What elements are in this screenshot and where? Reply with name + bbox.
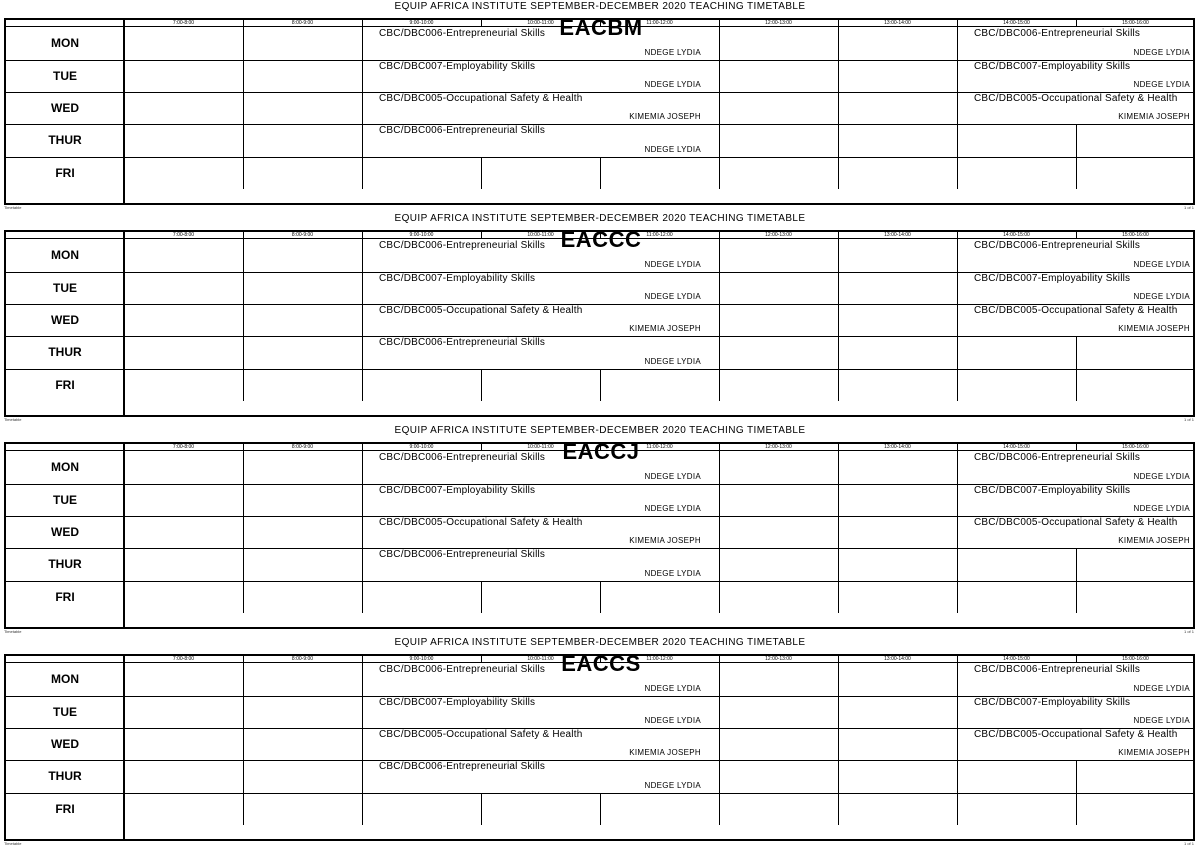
timetable-title: EQUIP AFRICA INSTITUTE SEPTEMBER-DECEMBER 2020 TEACHING TIMETABLE	[394, 1, 806, 12]
header-cell-divider	[957, 20, 958, 26]
day-label: FRI	[55, 590, 75, 604]
cell-divider	[719, 60, 720, 92]
cell-divider	[719, 124, 720, 157]
header-cell-divider	[362, 20, 363, 26]
cell-divider	[243, 728, 244, 760]
cell-divider	[243, 369, 244, 401]
day-label: TUE	[53, 69, 77, 83]
time-slot-header: 12:00-13:00	[765, 444, 792, 450]
cell-divider	[1076, 793, 1077, 825]
cell-divider	[243, 304, 244, 336]
session-course: CBC/DBC006-Entrepreneurial Skills	[974, 664, 1141, 675]
cell-divider	[838, 548, 839, 581]
cell-divider	[838, 451, 839, 484]
session-course: CBC/DBC007-Employability Skills	[379, 697, 536, 708]
time-slot-header: 13:00-14:00	[884, 232, 911, 238]
cell-divider	[957, 760, 958, 793]
cell-divider	[243, 239, 244, 272]
day-label: FRI	[55, 166, 75, 180]
session-lecturer: NDEGE LYDIA	[1133, 80, 1190, 89]
timetable-grid	[4, 15, 1195, 205]
header-cell-divider	[1076, 444, 1077, 450]
time-slot-header: 8:00-9:00	[291, 444, 314, 450]
cell-divider	[957, 548, 958, 581]
cell-divider	[719, 272, 720, 304]
session-lecturer: KIMEMIA JOSEPH	[629, 324, 701, 333]
cell-divider	[838, 793, 839, 825]
header-cell-divider	[362, 232, 363, 238]
time-slot-header: 12:00-13:00	[765, 656, 792, 662]
cell-divider	[957, 336, 958, 369]
header-cell-divider	[1076, 656, 1077, 662]
session-course: CBC/DBC005-Occupational Safety & Health	[974, 729, 1178, 740]
footer-right: 1 of 1	[1183, 629, 1194, 634]
session-lecturer: NDEGE LYDIA	[1133, 292, 1190, 301]
day-label: MON	[51, 248, 79, 262]
header-cell-divider	[957, 232, 958, 238]
class-code: EACCS	[561, 651, 641, 676]
cell-divider	[243, 92, 244, 124]
time-slot-header: 15:00-16:00	[1122, 444, 1149, 450]
time-slot-header: 7:00-8:00	[172, 232, 195, 238]
header-cell-divider	[481, 444, 482, 450]
timetable-grid	[4, 439, 1195, 629]
time-slot-header: 11:00-12:00	[646, 232, 673, 238]
timetable-block	[0, 0, 1200, 212]
session-course: CBC/DBC005-Occupational Safety & Health	[974, 517, 1178, 528]
session-lecturer: KIMEMIA JOSEPH	[1118, 748, 1190, 757]
time-slot-header: 10:00-11:00	[527, 232, 554, 238]
time-slot-header: 15:00-16:00	[1122, 656, 1149, 662]
session-course: CBC/DBC007-Employability Skills	[974, 273, 1131, 284]
session-course: CBC/DBC006-Entrepreneurial Skills	[379, 761, 546, 772]
footer-left: Timetable	[4, 841, 22, 846]
session-lecturer: KIMEMIA JOSEPH	[629, 536, 701, 545]
cell-divider	[600, 369, 601, 401]
cell-divider	[719, 304, 720, 336]
timetable-grid	[4, 227, 1195, 417]
cell-divider	[838, 239, 839, 272]
time-slot-header: 12:00-13:00	[765, 20, 792, 26]
session-course: CBC/DBC006-Entrepreneurial Skills	[974, 240, 1141, 251]
session-course: CBC/DBC006-Entrepreneurial Skills	[379, 240, 546, 251]
time-slot-header: 15:00-16:00	[1122, 232, 1149, 238]
session-course: CBC/DBC006-Entrepreneurial Skills	[974, 452, 1141, 463]
cell-divider	[957, 369, 958, 401]
cell-divider	[243, 516, 244, 548]
day-label: FRI	[55, 378, 75, 392]
session-lecturer: NDEGE LYDIA	[644, 569, 701, 578]
timetable-title: EQUIP AFRICA INSTITUTE SEPTEMBER-DECEMBER 2020 TEACHING TIMETABLE	[394, 637, 806, 648]
time-slot-header: 9:00-10:00	[409, 656, 434, 662]
footer-right: 1 of 1	[1183, 417, 1194, 422]
cell-divider	[957, 581, 958, 613]
time-slot-header: 14:00-15:00	[1003, 444, 1030, 450]
cell-divider	[719, 92, 720, 124]
session-lecturer: NDEGE LYDIA	[644, 472, 701, 481]
cell-divider	[838, 124, 839, 157]
session-lecturer: NDEGE LYDIA	[644, 504, 701, 513]
cell-divider	[243, 548, 244, 581]
session-lecturer: KIMEMIA JOSEPH	[629, 112, 701, 121]
session-lecturer: KIMEMIA JOSEPH	[1118, 536, 1190, 545]
header-cell-divider	[243, 656, 244, 662]
session-course: CBC/DBC007-Employability Skills	[379, 273, 536, 284]
header-cell-divider	[719, 20, 720, 26]
day-label: TUE	[53, 281, 77, 295]
timetable-title: EQUIP AFRICA INSTITUTE SEPTEMBER-DECEMBER 2020 TEACHING TIMETABLE	[394, 213, 806, 224]
cell-divider	[600, 581, 601, 613]
day-label: THUR	[48, 133, 82, 147]
cell-divider	[838, 728, 839, 760]
time-slot-header: 8:00-9:00	[291, 232, 314, 238]
session-lecturer: NDEGE LYDIA	[644, 357, 701, 366]
header-cell-divider	[362, 444, 363, 450]
time-slot-header: 14:00-15:00	[1003, 656, 1030, 662]
cell-divider	[481, 369, 482, 401]
session-course: CBC/DBC007-Employability Skills	[974, 697, 1131, 708]
cell-divider	[1076, 581, 1077, 613]
day-label: MON	[51, 460, 79, 474]
cell-divider	[719, 516, 720, 548]
header-cell-divider	[1076, 20, 1077, 26]
cell-divider	[243, 696, 244, 728]
cell-divider	[838, 92, 839, 124]
session-course: CBC/DBC005-Occupational Safety & Health	[379, 729, 583, 740]
session-course: CBC/DBC007-Employability Skills	[379, 485, 536, 496]
cell-divider	[838, 336, 839, 369]
session-lecturer: NDEGE LYDIA	[644, 716, 701, 725]
session-course: CBC/DBC005-Occupational Safety & Health	[379, 517, 583, 528]
session-lecturer: NDEGE LYDIA	[1133, 684, 1190, 693]
cell-divider	[719, 27, 720, 60]
cell-divider	[243, 484, 244, 516]
session-course: CBC/DBC006-Entrepreneurial Skills	[379, 28, 546, 39]
time-slot-header: 9:00-10:00	[409, 20, 434, 26]
day-label: FRI	[55, 802, 75, 816]
session-lecturer: NDEGE LYDIA	[644, 684, 701, 693]
timetable-block	[0, 424, 1200, 636]
cell-divider	[481, 157, 482, 189]
cell-divider	[719, 663, 720, 696]
session-lecturer: NDEGE LYDIA	[644, 292, 701, 301]
header-cell-divider	[481, 20, 482, 26]
cell-divider	[243, 581, 244, 613]
timetable-grid	[4, 651, 1195, 841]
session-lecturer: NDEGE LYDIA	[1133, 504, 1190, 513]
session-lecturer: KIMEMIA JOSEPH	[1118, 112, 1190, 121]
cell-divider	[838, 581, 839, 613]
session-course: CBC/DBC005-Occupational Safety & Health	[379, 305, 583, 316]
session-course: CBC/DBC007-Employability Skills	[379, 61, 536, 72]
cell-divider	[600, 793, 601, 825]
day-label: MON	[51, 672, 79, 686]
time-slot-header: 14:00-15:00	[1003, 20, 1030, 26]
session-course: CBC/DBC006-Entrepreneurial Skills	[379, 549, 546, 560]
day-label: WED	[51, 313, 79, 327]
day-label: THUR	[48, 769, 82, 783]
header-cell-divider	[243, 444, 244, 450]
time-slot-header: 9:00-10:00	[409, 444, 434, 450]
cell-divider	[957, 124, 958, 157]
cell-divider	[1076, 548, 1077, 581]
cell-divider	[362, 369, 363, 401]
cell-divider	[1076, 124, 1077, 157]
time-slot-header: 8:00-9:00	[291, 656, 314, 662]
cell-divider	[1076, 369, 1077, 401]
footer-left: Timetable	[4, 629, 22, 634]
footer-right: 1 of 1	[1183, 205, 1194, 210]
cell-divider	[838, 27, 839, 60]
cell-divider	[243, 157, 244, 189]
cell-divider	[243, 124, 244, 157]
day-label: TUE	[53, 705, 77, 719]
time-slot-header: 7:00-8:00	[172, 444, 195, 450]
day-label: WED	[51, 525, 79, 539]
timetable-title: EQUIP AFRICA INSTITUTE SEPTEMBER-DECEMBER 2020 TEACHING TIMETABLE	[394, 425, 806, 436]
cell-divider	[838, 663, 839, 696]
session-lecturer: KIMEMIA JOSEPH	[1118, 324, 1190, 333]
session-course: CBC/DBC005-Occupational Safety & Health	[379, 93, 583, 104]
header-cell-divider	[957, 444, 958, 450]
cell-divider	[600, 157, 601, 189]
time-slot-header: 7:00-8:00	[172, 20, 195, 26]
header-cell-divider	[957, 656, 958, 662]
cell-divider	[719, 451, 720, 484]
day-label: THUR	[48, 557, 82, 571]
time-slot-header: 9:00-10:00	[409, 232, 434, 238]
time-slot-header: 10:00-11:00	[527, 444, 554, 450]
cell-divider	[1076, 336, 1077, 369]
time-slot-header: 15:00-16:00	[1122, 20, 1149, 26]
time-slot-header: 13:00-14:00	[884, 656, 911, 662]
cell-divider	[362, 581, 363, 613]
cell-divider	[719, 548, 720, 581]
session-course: CBC/DBC006-Entrepreneurial Skills	[379, 452, 546, 463]
cell-divider	[719, 484, 720, 516]
session-course: CBC/DBC005-Occupational Safety & Health	[974, 93, 1178, 104]
cell-divider	[838, 696, 839, 728]
cell-divider	[838, 60, 839, 92]
header-cell-divider	[243, 232, 244, 238]
header-cell-divider	[362, 656, 363, 662]
header-cell-divider	[481, 232, 482, 238]
session-lecturer: NDEGE LYDIA	[644, 80, 701, 89]
cell-divider	[719, 728, 720, 760]
class-code: EACCC	[560, 227, 642, 252]
session-lecturer: KIMEMIA JOSEPH	[629, 748, 701, 757]
session-lecturer: NDEGE LYDIA	[644, 48, 701, 57]
timetable-block	[0, 636, 1200, 848]
cell-divider	[719, 696, 720, 728]
time-slot-header: 11:00-12:00	[646, 20, 673, 26]
cell-divider	[481, 793, 482, 825]
class-code: EACBM	[559, 15, 643, 40]
session-lecturer: NDEGE LYDIA	[644, 781, 701, 790]
cell-divider	[243, 793, 244, 825]
time-slot-header: 11:00-12:00	[646, 444, 673, 450]
cell-divider	[719, 157, 720, 189]
cell-divider	[719, 760, 720, 793]
cell-divider	[957, 157, 958, 189]
cell-divider	[838, 369, 839, 401]
cell-divider	[1076, 760, 1077, 793]
session-course: CBC/DBC006-Entrepreneurial Skills	[379, 125, 546, 136]
cell-divider	[243, 27, 244, 60]
session-lecturer: NDEGE LYDIA	[1133, 716, 1190, 725]
timetable-block	[0, 212, 1200, 424]
day-label: WED	[51, 737, 79, 751]
header-cell-divider	[719, 444, 720, 450]
header-cell-divider	[838, 656, 839, 662]
footer-right: 1 of 1	[1183, 841, 1194, 846]
cell-divider	[838, 304, 839, 336]
time-slot-header: 8:00-9:00	[291, 20, 314, 26]
cell-divider	[362, 157, 363, 189]
cell-divider	[481, 581, 482, 613]
cell-divider	[243, 760, 244, 793]
header-cell-divider	[719, 656, 720, 662]
footer-left: Timetable	[4, 205, 22, 210]
session-course: CBC/DBC007-Employability Skills	[974, 485, 1131, 496]
time-slot-header: 14:00-15:00	[1003, 232, 1030, 238]
time-slot-header: 13:00-14:00	[884, 444, 911, 450]
session-lecturer: NDEGE LYDIA	[644, 145, 701, 154]
cell-divider	[243, 336, 244, 369]
day-label: MON	[51, 36, 79, 50]
header-cell-divider	[481, 656, 482, 662]
cell-divider	[243, 272, 244, 304]
time-slot-header: 10:00-11:00	[527, 656, 554, 662]
day-label: WED	[51, 101, 79, 115]
header-cell-divider	[838, 444, 839, 450]
header-cell-divider	[243, 20, 244, 26]
cell-divider	[719, 369, 720, 401]
cell-divider	[838, 516, 839, 548]
session-lecturer: NDEGE LYDIA	[644, 260, 701, 269]
cell-divider	[1076, 157, 1077, 189]
cell-divider	[243, 451, 244, 484]
cell-divider	[838, 760, 839, 793]
session-course: CBC/DBC007-Employability Skills	[974, 61, 1131, 72]
header-cell-divider	[1076, 232, 1077, 238]
cell-divider	[719, 239, 720, 272]
header-cell-divider	[838, 232, 839, 238]
time-slot-header: 7:00-8:00	[172, 656, 195, 662]
cell-divider	[362, 793, 363, 825]
cell-divider	[719, 581, 720, 613]
time-slot-header: 12:00-13:00	[765, 232, 792, 238]
cell-divider	[838, 272, 839, 304]
session-lecturer: NDEGE LYDIA	[1133, 48, 1190, 57]
session-course: CBC/DBC005-Occupational Safety & Health	[974, 305, 1178, 316]
cell-divider	[957, 793, 958, 825]
time-slot-header: 13:00-14:00	[884, 20, 911, 26]
class-code: EACCJ	[562, 439, 640, 464]
cell-divider	[838, 157, 839, 189]
header-cell-divider	[719, 232, 720, 238]
session-lecturer: NDEGE LYDIA	[1133, 260, 1190, 269]
session-course: CBC/DBC006-Entrepreneurial Skills	[379, 337, 546, 348]
day-label: TUE	[53, 493, 77, 507]
day-label: THUR	[48, 345, 82, 359]
session-course: CBC/DBC006-Entrepreneurial Skills	[974, 28, 1141, 39]
cell-divider	[719, 793, 720, 825]
time-slot-header: 11:00-12:00	[646, 656, 673, 662]
cell-divider	[243, 663, 244, 696]
time-slot-header: 10:00-11:00	[527, 20, 554, 26]
cell-divider	[719, 336, 720, 369]
header-cell-divider	[838, 20, 839, 26]
cell-divider	[243, 60, 244, 92]
footer-left: Timetable	[4, 417, 22, 422]
cell-divider	[838, 484, 839, 516]
session-course: CBC/DBC006-Entrepreneurial Skills	[379, 664, 546, 675]
session-lecturer: NDEGE LYDIA	[1133, 472, 1190, 481]
